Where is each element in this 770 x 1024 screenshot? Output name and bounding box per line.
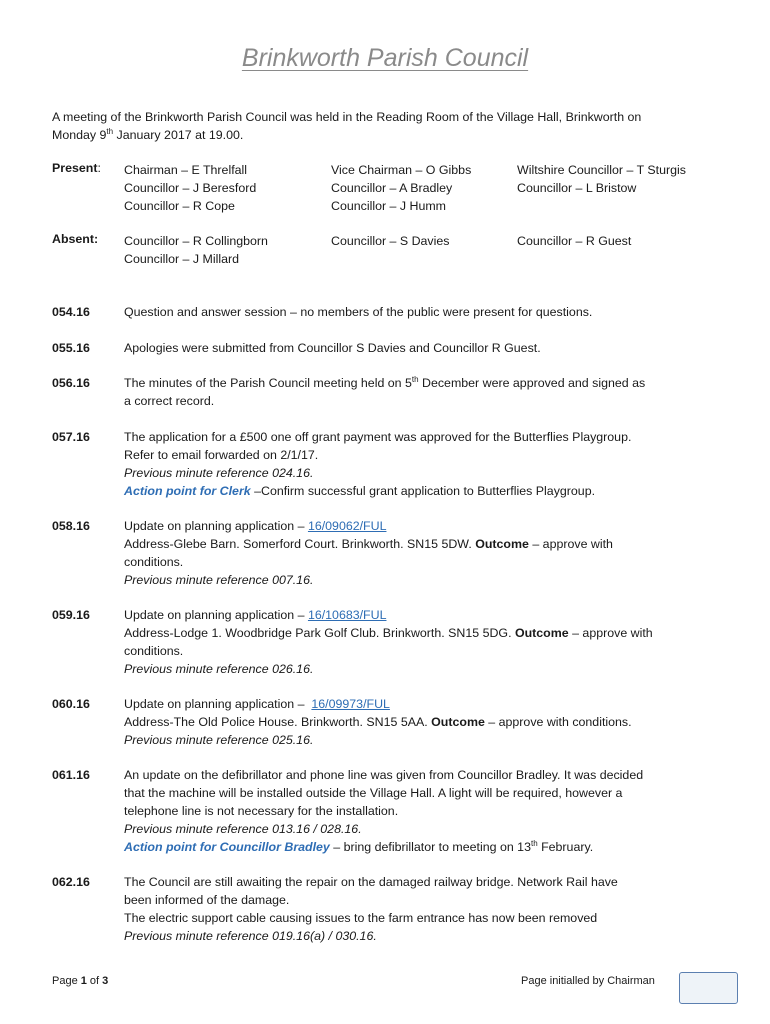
minute-number: 059.16 [52,608,90,622]
minute-item [52,428,722,500]
attendee: Chairman – E Threlfall [124,163,248,177]
initialled-label: Page initialled by Chairman [521,975,655,987]
minute-number: 056.16 [52,376,90,390]
minute-text: An update on the defibrillator and phone line was given from Councillor Bradley. It was decided that the machine will be installed outside the Village Hall. A light will be required, however a telephone line is not necessary for the installation. Previous minute reference 013.16 / 028.16. Action point for Councillor Bradley – bring defibrillator to meeting on 13th February. [124,766,722,856]
intro-line: A meeting of the Brinkworth Parish Council was held in the Reading Room of the Village Hall, Brinkworth on [52,110,642,124]
action-point-label: Action point for Clerk [124,484,255,498]
action-point-label: Action point for Councillor Bradley [124,840,334,854]
attendee: Councillor – J Beresford [124,181,257,195]
minute-number: 058.16 [52,519,90,533]
minute-item [52,606,722,678]
attendee: Councillor – A Bradley [331,181,453,195]
absent-column-1 [124,232,268,268]
minute-text: Update on planning application – 16/10683/FUL Address-Lodge 1. Woodbridge Park Golf Club. Brinkworth. SN15 5DG. Outcome – approve with conditions. Previous minute reference 026.16. [124,606,722,678]
minute-text: Update on planning application – 16/09973/FUL Address-The Old Police House. Brinkworth. SN15 5AA. Outcome – approve with conditions. Previous minute reference 025.16. [124,695,722,749]
attendee: Councillor – J Humm [331,199,446,213]
minute-item [52,339,722,357]
previous-minute-reference: Previous minute reference 013.16 / 028.16. [124,822,362,836]
minute-item [52,374,722,410]
minute-text: Apologies were submitted from Councillor S Davies and Councillor R Guest. [124,341,541,355]
minute-item [52,517,722,589]
absentee: Councillor – J Millard [124,252,239,266]
absentee: Councillor – R Collingborn [124,234,268,248]
minute-number: 057.16 [52,430,90,444]
present-column-1 [124,161,256,215]
attendee: Councillor – R Cope [124,199,235,213]
attendee: Vice Chairman – O Gibbs [331,163,472,177]
minute-item [52,695,722,749]
minute-number: 054.16 [52,305,90,319]
attendee: Councillor – L Bristow [517,181,637,195]
intro-line: Monday 9th January 2017 at 19.00. [52,126,244,142]
minute-number: 061.16 [52,768,90,782]
minute-number: 060.16 [52,697,90,711]
previous-minute-reference: Previous minute reference 026.16. [124,662,314,676]
previous-minute-reference: Previous minute reference 019.16(a) / 030.16. [124,929,377,943]
minute-text: The Council are still awaiting the repair on the damaged railway bridge. Network Rail have been informed of the damage. The electric support cable causing issues to the farm entrance has now been removed Previous minute reference 019.16(a) / 030.16. [124,873,722,945]
minute-item [52,303,722,321]
intro-paragraph [52,108,732,144]
absent-column-3 [517,232,631,250]
planning-application-link[interactable]: 16/09973/FUL [311,697,390,711]
minute-text: The application for a £500 one off grant payment was approved for the Butterflies Playgroup. Refer to email forwarded on 2/1/17. Previous minute reference 024.16. Action point for Clerk –Confirm successful grant application to Butterflies Playgroup. [124,428,722,500]
absentee: Councillor – S Davies [331,234,450,248]
previous-minute-reference: Previous minute reference 007.16. [124,573,314,587]
absent-column-2 [331,232,449,250]
minute-number: 055.16 [52,341,90,355]
initial-box[interactable] [679,972,738,1004]
planning-application-link[interactable]: 16/09062/FUL [307,519,387,533]
minute-text: Question and answer session – no members of the public were present for questions. [124,305,593,319]
minute-item [52,873,722,945]
present-label: Present: [52,161,101,175]
document-title: Brinkworth Parish Council [241,44,529,72]
previous-minute-reference: Previous minute reference 024.16. [124,466,314,480]
previous-minute-reference: Previous minute reference 025.16. [124,733,314,747]
minute-number: 062.16 [52,875,90,889]
present-column-3 [517,161,686,197]
absentee: Councillor – R Guest [517,234,632,248]
minute-text: The minutes of the Parish Council meeting held on 5th December were approved and signed as a correct record. [124,374,646,408]
present-column-2 [331,161,471,215]
page-number: Page 1 of 3 [52,975,109,987]
minute-text: Update on planning application – 16/09062/FUL Address-Glebe Barn. Somerford Court. Brinkworth. SN15 5DW. Outcome – approve with conditions. Previous minute reference 007.16. [124,517,722,589]
minute-item [52,766,722,856]
planning-application-link[interactable]: 16/10683/FUL [307,608,387,622]
attendee: Wiltshire Councillor – T Sturgis [517,163,686,177]
absent-label: Absent: [52,232,99,246]
